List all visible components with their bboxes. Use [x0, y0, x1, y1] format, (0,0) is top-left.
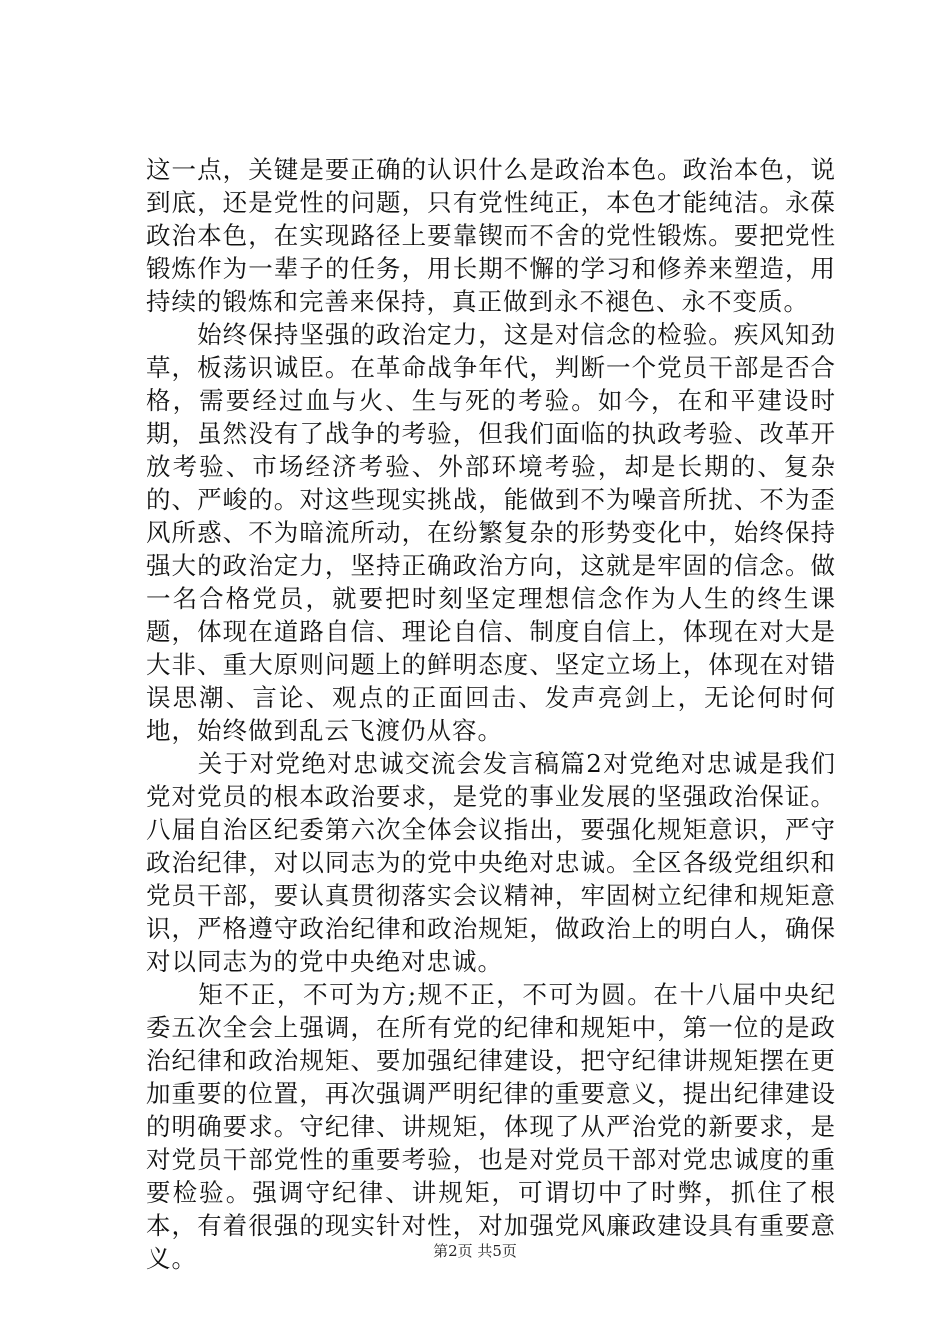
- page-number-footer: 第2页 共5页: [433, 1242, 517, 1260]
- paragraph: 关于对党绝对忠诚交流会发言稿篇2对党绝对忠诚是我们党对党员的根本政治要求，是党的事业发展的坚强政治保证。八届自治区纪委第六次全体会议指出，要强化规矩意识，严守政治纪律，对以同志为的党中央绝对忠诚。全区各级党组织和党员干部，要认真贯彻落实会议精神，牢固树立纪律和规矩意识，严格遵守政治纪律和政治规矩，做政治上的明白人，确保对以同志为的党中央绝对忠诚。: [146, 749, 836, 976]
- document-body: [146, 153, 836, 1275]
- paragraph: 始终保持坚强的政治定力，这是对信念的检验。疾风知劲草，板荡识诚臣。在革命战争年代，判断一个党员干部是否合格，需要经过血与火、生与死的考验。如今，在和平建设时期，虽然没有了战争的考验，但我们面临的执政考验、改革开放考验、市场经济考验、外部环境考验，却是长期的、复杂的、严峻的。对这些现实挑战，能做到不为噪音所扰、不为歪风所惑、不为暗流所动，在纷繁复杂的形势变化中，始终保持强大的政治定力，坚持正确政治方向，这就是牢固的信念。做一名合格党员，就要把时刻坚定理想信念作为人生的终生课题，体现在道路自信、理论自信、制度自信上，体现在对大是大非、重大原则问题上的鲜明态度、坚定立场上，体现在对错误思潮、言论、观点的正面回击、发声亮剑上，无论何时何地，始终做到乱云飞渡仍从容。: [146, 320, 836, 745]
- paragraph: 这一点，关键是要正确的认识什么是政治本色。政治本色，说到底，还是党性的问题，只有党性纯正，本色才能纯洁。永葆政治本色，在实现路径上要靠锲而不舍的党性锻炼。要把党性锻炼作为一辈子的任务，用长期不懈的学习和修养来塑造，用持续的锻炼和完善来保持，真正做到永不褪色、永不变质。: [146, 155, 836, 316]
- paragraph: 矩不正，不可为方;规不正，不可为圆。在十八届中央纪委五次全会上强调，在所有党的纪律和规矩中，第一位的是政治纪律和政治规矩、要加强纪律建设，把守纪律讲规矩摆在更加重要的位置，再次强调严明纪律的重要意义，提出纪律建设的明确要求。守纪律、讲规矩，体现了从严治党的新要求，是对党员干部党性的重要考验，也是对党员干部对党忠诚度的重要检验。强调守纪律、讲规矩，可谓切中了时弊，抓住了根本，有着很强的现实针对性，对加强党风廉政建设具有重要意义。: [146, 980, 836, 1273]
